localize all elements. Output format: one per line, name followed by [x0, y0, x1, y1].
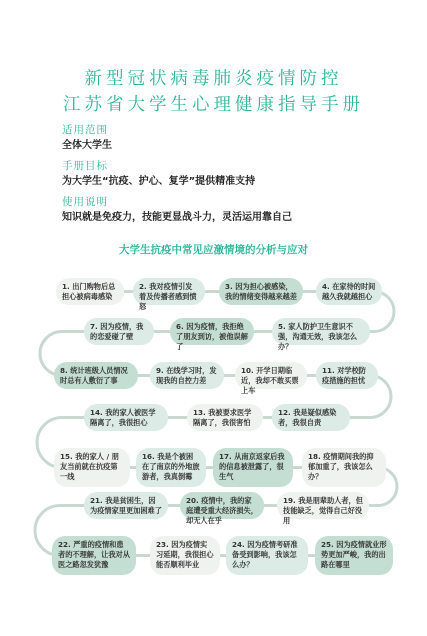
situation-node-1: 1. 出门购物后总担心被病毒感染	[56, 278, 124, 305]
situation-node-20: 20. 疫情中，我的家庭遭受重大经济损失，却无人在乎	[180, 492, 264, 519]
situation-node-5: 5. 家人防护卫生意识不强，沟通无效，我该怎么办？	[272, 318, 370, 345]
situation-node-22: 22. 严重的疫情和患者的不理解，让我对从医之路忽发犹豫	[52, 536, 136, 575]
situation-flowchart	[0, 266, 427, 628]
situation-node-15: 15. 我的家人 / 朋友当前就在抗疫第一线	[54, 448, 130, 487]
handbook-info	[62, 123, 402, 231]
situation-node-24: 24. 因为疫情考研准备受到影响，我该怎么办？	[226, 536, 308, 575]
scope-value: 全体大学生	[62, 140, 112, 151]
situation-node-4: 4. 在家待的时间越久我就越担心	[316, 278, 382, 305]
situation-node-7: 7. 因为疫情，我的恋爱碰了壁	[84, 318, 154, 345]
situation-node-6: 6. 因为疫情，我拒绝了朋友到访，被他误解了	[170, 318, 254, 345]
situation-node-12: 12. 我是疑似感染者，我很自责	[272, 404, 350, 431]
scope-label: 适用范围	[62, 124, 108, 136]
flow-title: 大学生抗疫中常见应激情境的分析与应对	[119, 244, 308, 256]
title-line-1: 新型冠状病毒肺炎疫情防控	[84, 69, 343, 89]
situation-node-16: 16. 我是个被困在了南京的外地旅游者，我真倒霉	[136, 448, 206, 487]
situation-node-10: 10. 开学日期临近，我却不敢买票上车	[235, 362, 307, 389]
goal-label: 手册目标	[62, 160, 108, 172]
situation-node-21: 21. 我是贫困生，因为疫情家里更加困难了	[84, 492, 168, 519]
situation-node-19: 19. 我是朋辈助人者，但技能缺乏，觉得自己好没用	[277, 492, 369, 519]
situation-node-23: 23. 因为疫情实习延期，我很担心能否顺利毕业	[150, 536, 220, 575]
situation-node-9: 9. 在线学习时，发现我的自控力差	[150, 362, 224, 389]
situation-node-25: 25. 因为疫情就业形势更加严峻，我的出路在哪里	[315, 536, 393, 575]
usage-label: 使用说明	[62, 196, 108, 208]
handbook-title	[0, 66, 427, 118]
situation-node-3: 3. 因为担心被感染，我的情绪变得越来越差	[219, 278, 303, 305]
situation-node-14: 14. 我的家人被医学隔离了，我很担心	[84, 404, 168, 431]
situation-node-18: 18. 疫情期间我的抑郁加重了，我该怎么办？	[302, 448, 386, 487]
goal-value: 为大学生“抗疫、护心、复学”提供精准支持	[62, 176, 256, 187]
situation-node-11: 11. 对学校防疫措施的担忧	[316, 362, 378, 389]
situation-node-8: 8. 统计班级人员情况时总有人敷衍了事	[54, 362, 138, 389]
situation-node-17: 17. 从南京返家后我的信息被泄露了，很生气	[213, 448, 293, 487]
situation-node-2: 2. 我对疫情引发着及传播者感到愤怒	[133, 278, 205, 305]
title-line-2: 江苏省大学生心理健康指导手册	[63, 95, 364, 115]
situation-node-13: 13. 我被要求医学隔离了，我很害怕	[187, 404, 263, 431]
usage-value: 知识就是免疫力，技能更显战斗力，灵活运用靠自己	[62, 212, 292, 223]
